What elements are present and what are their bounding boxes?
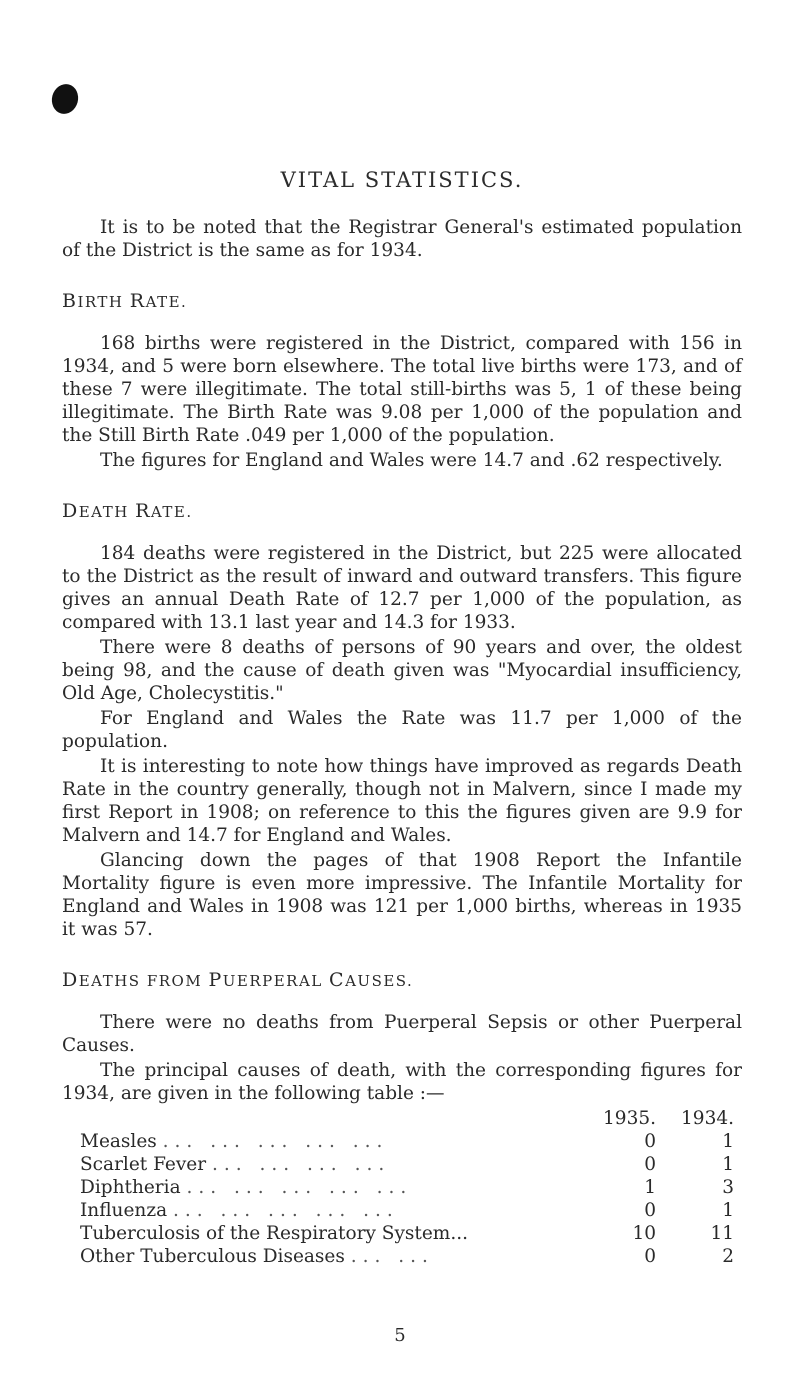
document-page: [62, 168, 742, 1268]
value-1935: 1: [644, 1177, 656, 1198]
dot-leader: ... ... ... ...: [212, 1154, 391, 1175]
table-row: [62, 1130, 742, 1153]
value-1935: 10: [632, 1223, 656, 1244]
puerperal-paragraph-2: The principal causes of death, with the corresponding figures for 1934, are given in the following table :—: [62, 1060, 742, 1104]
puerperal-heading: DEATHS FROM PUERPERAL CAUSES.: [62, 969, 414, 991]
table-row: [62, 1222, 742, 1245]
birth-rate-heading: BIRTH RATE.: [62, 290, 188, 312]
value-1934: 1: [722, 1154, 734, 1175]
value-1935: 0: [644, 1154, 656, 1175]
death-rate-paragraph-4: It is interesting to note how things have improved as regards Death Rate in the country generally, though not in Malvern, since I made my first Report in 1908; on reference to this the figures given are 9.9 for Malvern and 14.7 for England and Wales.: [62, 756, 742, 846]
birth-rate-paragraph-1: 168 births were registered in the District, compared with 156 in 1934, and 5 were born elsewhere. The total live births were 173, and of these 7 were illegitimate. The total still-births was 5, 1 of these being illegitimate. The Birth Rate was 9.08 per 1,000 of the population and the Still Birth Rate .049 per 1,000 of the population.: [62, 333, 742, 446]
table-row: [62, 1245, 742, 1268]
death-rate-paragraph-5: Glancing down the pages of that 1908 Report the Infantile Mortality figure is even more impressive. The Infantile Mortality for England and Wales in 1908 was 121 per 1,000 births, whereas in 1935 it was 57.: [62, 850, 742, 940]
value-1935: 0: [644, 1131, 656, 1152]
page-title: VITAL STATISTICS.: [280, 168, 524, 192]
cause-name: Tuberculosis of the Respiratory System...: [80, 1223, 468, 1244]
intro-paragraph: It is to be noted that the Registrar General's estimated population of the District is the same as for 1934.: [62, 217, 742, 261]
dot-leader: ... ... ... ... ...: [186, 1177, 413, 1198]
value-1934: 1: [722, 1131, 734, 1152]
column-header-1934: 1934.: [681, 1108, 734, 1129]
death-rate-heading: DEATH RATE.: [62, 500, 193, 522]
table-row: [62, 1153, 742, 1176]
cause-name: Other Tuberculous Diseases: [80, 1246, 345, 1267]
death-rate-paragraph-1: 184 deaths were registered in the District, but 225 were allocated to the District as the result of inward and outward transfers. This figure gives an annual Death Rate of 12.7 per 1,000 of the population, as compared with 13.1 last year and 14.3 for 1933.: [62, 543, 742, 633]
birth-rate-paragraph-2: The figures for England and Wales were 14.7 and .62 respectively.: [100, 450, 723, 471]
ink-blot: [49, 81, 82, 117]
column-header-1935: 1935.: [603, 1108, 656, 1129]
death-rate-paragraph-2: There were 8 deaths of persons of 90 years and over, the oldest being 98, and the cause of death given was "Myocardial insufficiency, Old Age, Cholecystitis.": [62, 637, 742, 704]
value-1934: 3: [722, 1177, 734, 1198]
value-1934: 2: [722, 1246, 734, 1267]
value-1935: 0: [644, 1200, 656, 1221]
page-number: 5: [394, 1325, 406, 1346]
death-rate-paragraph-3: For England and Wales the Rate was 11.7 per 1,000 of the population.: [62, 708, 742, 752]
cause-name: Influenza: [80, 1200, 168, 1221]
cause-name: Measles: [80, 1131, 157, 1152]
table-row: [62, 1199, 742, 1222]
value-1934: 11: [710, 1223, 734, 1244]
table-header-row: [62, 1107, 742, 1130]
table-row: [62, 1176, 742, 1199]
cause-name: Diphtheria: [80, 1177, 181, 1198]
causes-of-death-table: [62, 1107, 742, 1268]
dot-leader: ... ... ... ... ...: [162, 1131, 389, 1152]
dot-leader: ... ... ... ... ...: [173, 1200, 399, 1221]
value-1934: 1: [722, 1200, 734, 1221]
dot-leader: ... ...: [350, 1246, 434, 1267]
cause-name: Scarlet Fever: [80, 1154, 207, 1175]
puerperal-paragraph-1: There were no deaths from Puerperal Sepsis or other Puerperal Causes.: [62, 1012, 742, 1056]
value-1935: 0: [644, 1246, 656, 1267]
